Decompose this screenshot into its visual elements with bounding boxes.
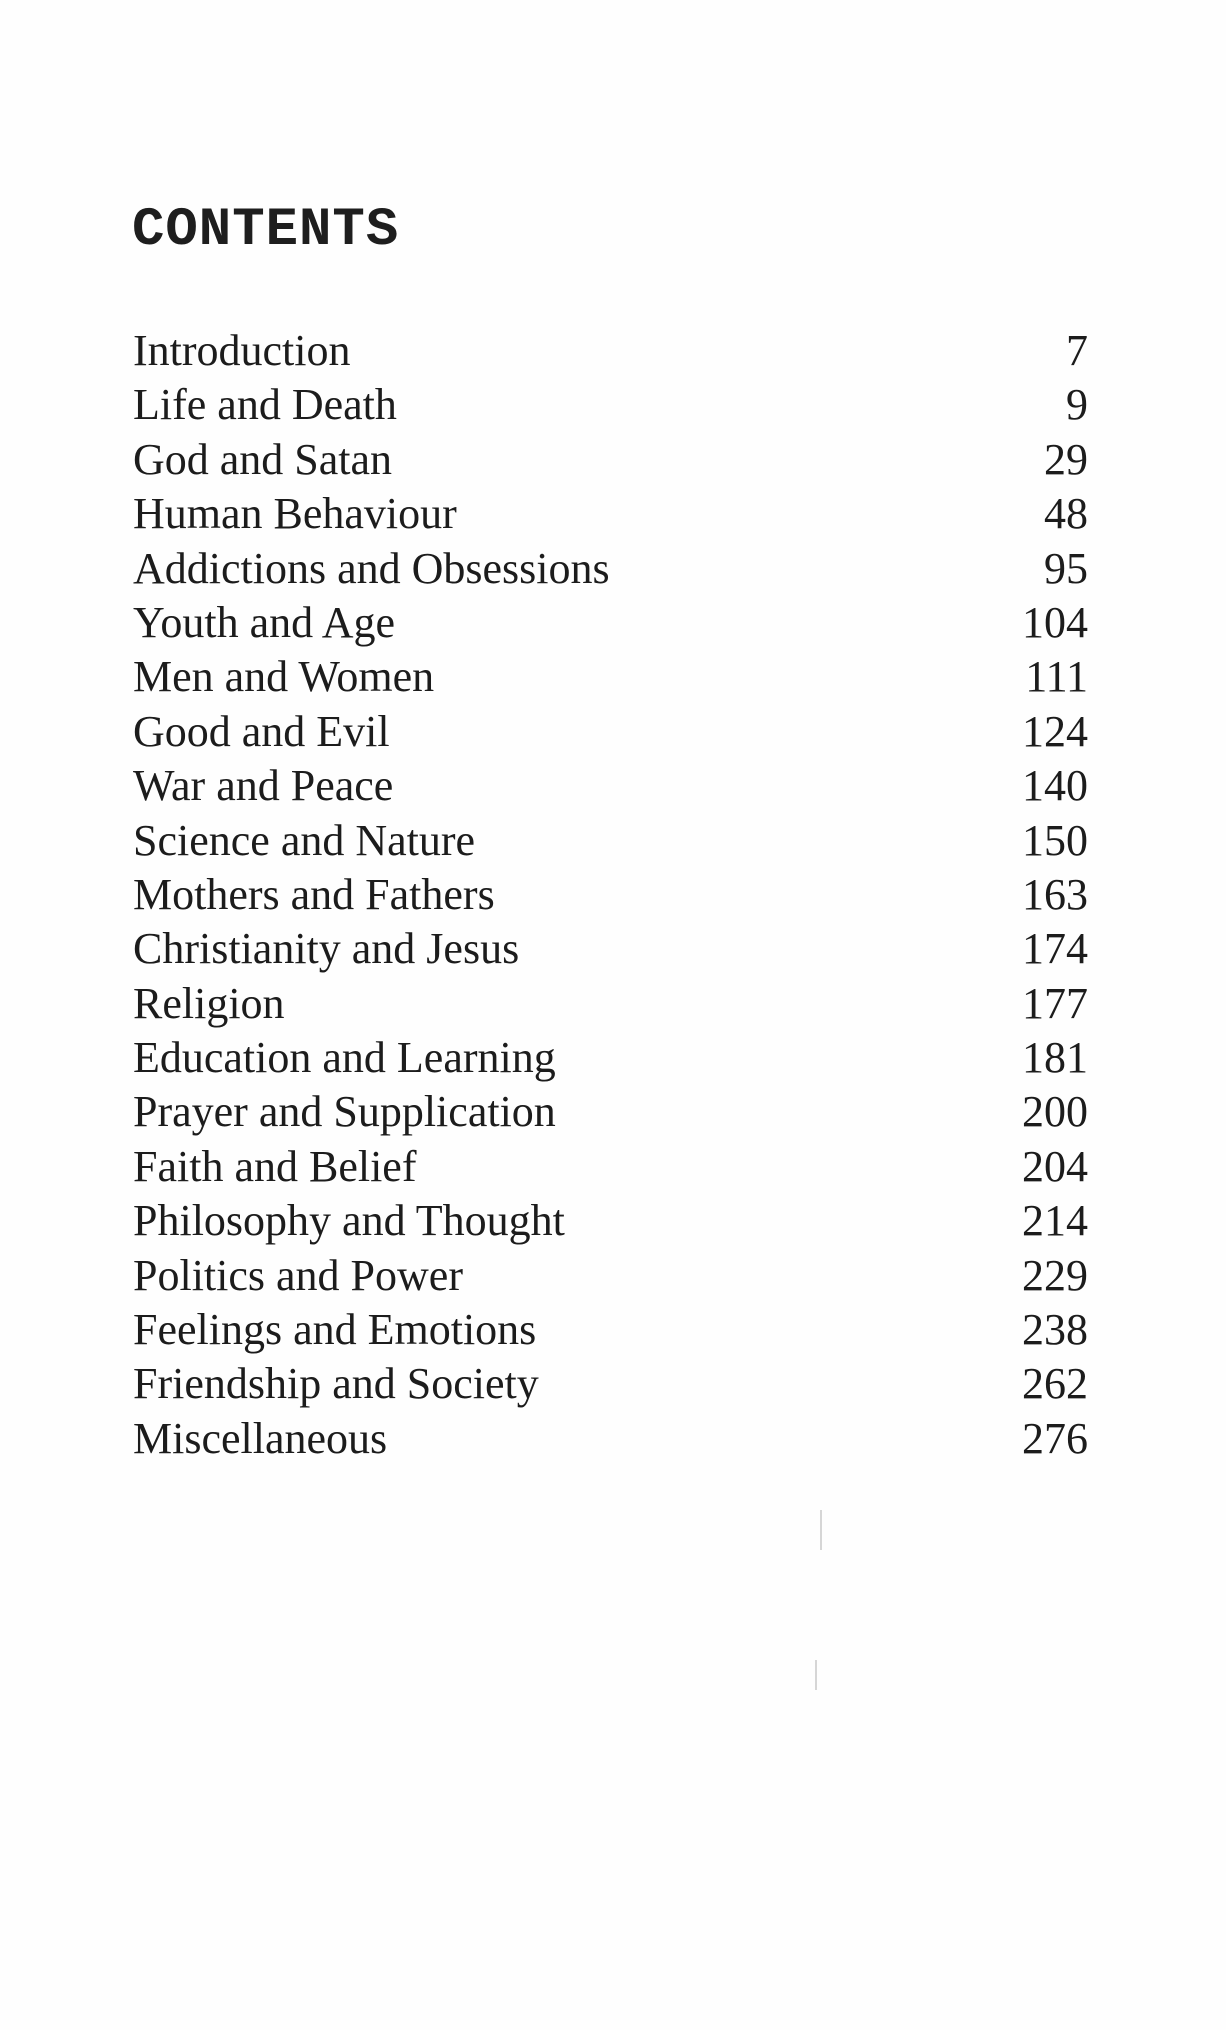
toc-entry bbox=[133, 1085, 1088, 1139]
toc-entry-page-number: 181 bbox=[1022, 1033, 1088, 1083]
toc-entry bbox=[133, 596, 1088, 650]
toc-entry bbox=[133, 650, 1088, 704]
toc-entry-label: Life and Death bbox=[133, 380, 397, 430]
toc-entry-label: Science and Nature bbox=[133, 815, 476, 865]
toc-entry-page-number: 238 bbox=[1022, 1305, 1088, 1355]
toc-entry-page-number: 200 bbox=[1022, 1087, 1088, 1137]
toc-entry bbox=[133, 1140, 1088, 1194]
toc-entry bbox=[133, 868, 1088, 922]
toc-entry-page-number: 104 bbox=[1022, 597, 1088, 647]
toc-entry-page-number: 204 bbox=[1022, 1141, 1088, 1191]
toc-entry bbox=[133, 977, 1088, 1031]
toc-entry-page-number: 29 bbox=[1044, 434, 1088, 484]
toc-entry-label: Addictions and Obsessions bbox=[133, 543, 610, 593]
toc-entry-label: Feelings and Emotions bbox=[133, 1305, 537, 1355]
toc-entry bbox=[133, 1194, 1088, 1248]
toc-entry bbox=[133, 1303, 1088, 1357]
toc-entry bbox=[133, 1412, 1088, 1466]
toc-entry-page-number: 214 bbox=[1022, 1196, 1088, 1246]
toc-entry-page-number: 124 bbox=[1022, 706, 1088, 756]
toc-entry-label: Philosophy and Thought bbox=[133, 1196, 565, 1246]
toc-entry-page-number: 9 bbox=[1066, 380, 1088, 430]
table-of-contents bbox=[133, 324, 1088, 1466]
toc-entry-label: Education and Learning bbox=[133, 1033, 556, 1083]
scan-artifact bbox=[820, 1510, 822, 1550]
toc-entry-page-number: 262 bbox=[1022, 1359, 1088, 1409]
toc-entry bbox=[133, 433, 1088, 487]
toc-entry-page-number: 7 bbox=[1066, 326, 1088, 375]
toc-entry bbox=[133, 1031, 1088, 1085]
toc-entry-page-number: 174 bbox=[1022, 924, 1088, 974]
toc-entry-label: Men and Women bbox=[133, 652, 435, 702]
toc-entry-page-number: 95 bbox=[1044, 543, 1088, 593]
toc-entry-page-number: 163 bbox=[1022, 869, 1088, 919]
toc-entry bbox=[133, 1249, 1088, 1303]
toc-entry-label: God and Satan bbox=[133, 434, 393, 484]
toc-entry-page-number: 177 bbox=[1022, 978, 1088, 1028]
toc-entry-page-number: 229 bbox=[1022, 1250, 1088, 1300]
toc-entry-label: Mothers and Fathers bbox=[133, 869, 495, 919]
toc-entry bbox=[133, 324, 1088, 378]
toc-entry bbox=[133, 1357, 1088, 1411]
toc-entry-label: Prayer and Supplication bbox=[133, 1087, 556, 1137]
toc-entry-label: Good and Evil bbox=[133, 706, 390, 756]
toc-entry-label: Faith and Belief bbox=[133, 1141, 417, 1191]
toc-entry bbox=[133, 922, 1088, 976]
toc-entry-label: Human Behaviour bbox=[133, 489, 457, 539]
toc-entry bbox=[133, 378, 1088, 432]
scan-artifact bbox=[815, 1660, 817, 1690]
toc-entry-label: Christianity and Jesus bbox=[133, 924, 520, 974]
toc-entry-label: Miscellaneous bbox=[133, 1413, 388, 1463]
toc-entry bbox=[133, 705, 1088, 759]
toc-entry-label: Youth and Age bbox=[133, 597, 396, 647]
toc-entry-page-number: 48 bbox=[1044, 489, 1088, 539]
toc-entry bbox=[133, 814, 1088, 868]
toc-entry-label: Politics and Power bbox=[133, 1250, 463, 1300]
toc-entry-label: Religion bbox=[133, 978, 285, 1028]
toc-entry-label: War and Peace bbox=[133, 761, 394, 811]
toc-entry bbox=[133, 542, 1088, 596]
toc-entry-page-number: 276 bbox=[1022, 1413, 1088, 1463]
toc-entry-page-number: 111 bbox=[1025, 652, 1088, 702]
toc-entry-label: Friendship and Society bbox=[133, 1359, 539, 1409]
toc-entry bbox=[133, 759, 1088, 813]
page-title: CONTENTS bbox=[132, 200, 400, 261]
toc-entry-page-number: 140 bbox=[1022, 761, 1088, 811]
toc-entry-label: Introduction bbox=[133, 326, 351, 375]
toc-entry-page-number: 150 bbox=[1022, 815, 1088, 865]
toc-entry bbox=[133, 487, 1088, 541]
